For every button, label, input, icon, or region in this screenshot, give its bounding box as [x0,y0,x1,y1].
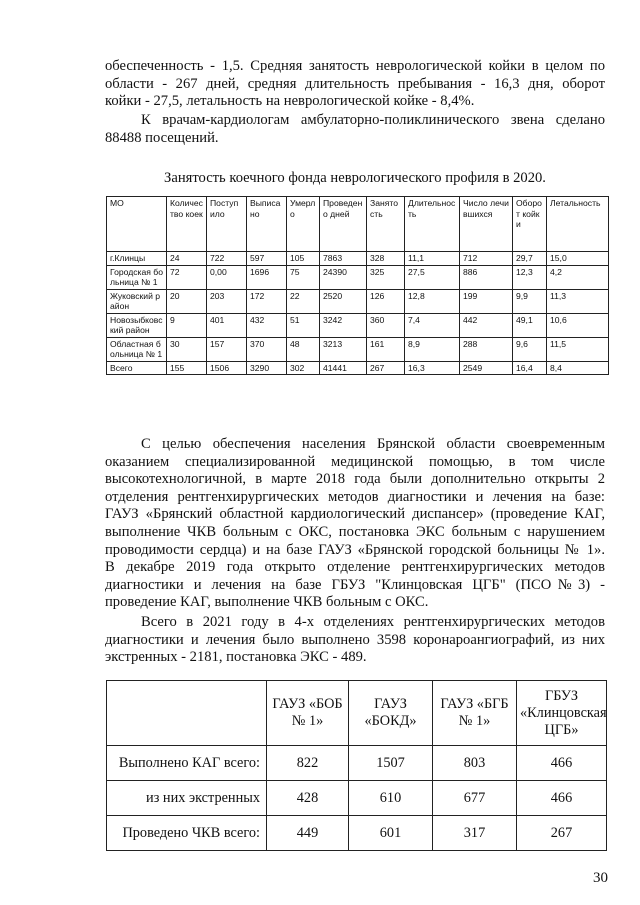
row-label-cell: Проведено ЧКВ всего: [107,816,267,851]
table-cell: 29,7 [513,252,547,266]
table-cell: 886 [460,265,513,289]
table-cell: 7863 [320,252,367,266]
table-cell: 317 [433,816,517,851]
table2-header: ГАУЗ «БОКД» [349,681,433,746]
table-cell: 161 [367,337,405,361]
table-cell: 27,5 [405,265,460,289]
table-cell: 48 [287,337,320,361]
table-cell: 601 [349,816,433,851]
row-label-cell: Новозыбковский район [107,313,167,337]
table-cell: 126 [367,289,405,313]
table1-header: Длительность [405,197,460,252]
table-cell: 466 [517,781,607,816]
table-cell: 9 [167,313,207,337]
table-cell: 51 [287,313,320,337]
table1-header: Летальность [547,197,609,252]
table1-header: Проведено дней [320,197,367,252]
row-label-cell: Областная больница № 1 [107,337,167,361]
table-cell: 3290 [247,361,287,375]
table-cell: 12,8 [405,289,460,313]
table-cell: 360 [367,313,405,337]
row-label-cell: г.Клинцы [107,252,167,266]
table-cell: 9,9 [513,289,547,313]
table-cell: 8,4 [547,361,609,375]
text-line: оказанием специализированной медицинской помощью, в том числе [105,453,605,470]
table-row [107,816,607,851]
table1-header: Поступило [207,197,247,252]
table-cell: 803 [433,746,517,781]
text-line: проводимости сердца) и на базе ГАУЗ «Брянской городской больницы № 1». [105,541,605,558]
table-cell: 15,0 [547,252,609,266]
table-row [107,252,609,266]
table-cell: 7,4 [405,313,460,337]
table-cell: 22 [287,289,320,313]
table-cell: 288 [460,337,513,361]
table1-header: Умерло [287,197,320,252]
table1-header: Оборот койки [513,197,547,252]
table-cell: 49,1 [513,313,547,337]
text-line: области - 267 дней, средняя длительность пребывания - 16,3 дня, оборот [105,75,605,92]
table-cell: 442 [460,313,513,337]
table-cell: 0,00 [207,265,247,289]
text-line: В декабре 2019 года открыто отделение рентгенхирургических методов [105,559,605,576]
table-cell: 3242 [320,313,367,337]
text-line: отделения рентгенхирургических методов диагностики и лечения на базе: [105,488,605,505]
row-label-cell: Жуковский район [107,289,167,313]
table-cell: 302 [287,361,320,375]
table-row [107,289,609,313]
table-cell: 428 [267,781,349,816]
table-cell: 105 [287,252,320,266]
text-line: ГАУЗ «Брянский областной кардиологический диспансер» (проведение КАГ, [105,506,605,523]
table-row [107,361,609,375]
text-line: выполнение ЧКВ больным с ОКС, постановка ЭКС больным с нарушением [105,523,605,540]
table-row [107,746,607,781]
table-cell: 370 [247,337,287,361]
table-row [107,781,607,816]
row-label-cell: Городская больница № 1 [107,265,167,289]
table-cell: 9,6 [513,337,547,361]
table-cell: 597 [247,252,287,266]
text-line: диагностики и лечения на базе ГБУЗ "Клинцовская ЦГБ" (ПСО№3) - [105,576,605,593]
table-cell: 11,1 [405,252,460,266]
paragraph-cardiologists [105,112,605,147]
table-cell: 24 [167,252,207,266]
page-number: 30 [593,870,608,886]
table-cell: 8,9 [405,337,460,361]
paragraph-neuro-stats [105,58,605,111]
table1-header: Выписано [247,197,287,252]
table-cell: 41441 [320,361,367,375]
table-cell: 1507 [349,746,433,781]
table2-header: ГАУЗ «БОБ № 1» [267,681,349,746]
table-cell: 677 [433,781,517,816]
table-cell: 20 [167,289,207,313]
table2-header: ГАУЗ «БГБ № 1» [433,681,517,746]
table-cell: 1506 [207,361,247,375]
table-cell: 328 [367,252,405,266]
table-cell: 30 [167,337,207,361]
table-cell: 11,3 [547,289,609,313]
text-line: высокотехнологичной, в марте 2018 года были дополнительно открыты 2 [105,471,605,488]
text-line: С целью обеспечения населения Брянской области своевременным [141,436,605,452]
table-row [107,265,609,289]
table-cell: 2520 [320,289,367,313]
table-row [107,337,609,361]
table-cell: 24390 [320,265,367,289]
table-cell: 10,6 [547,313,609,337]
text-line: диагностики и лечения было выполнено 3598 коронароангиографий, из них [105,631,605,648]
table-cell: 4,2 [547,265,609,289]
table1-caption: Занятость коечного фонда неврологического профиля в 2020. [164,170,546,186]
table1-header-row [107,197,609,252]
table-cell: 2549 [460,361,513,375]
table-cell: 16,3 [405,361,460,375]
table-cell: 822 [267,746,349,781]
table1-header: МО [107,197,167,252]
table-cell: 1696 [247,265,287,289]
table-cell: 203 [207,289,247,313]
paragraph-2021-totals [105,614,605,667]
table-cell: 401 [207,313,247,337]
bed-occupancy-table [106,196,609,375]
table-cell: 466 [517,746,607,781]
table-cell: 449 [267,816,349,851]
table1-header: Занятость [367,197,405,252]
table2-header: ГБУЗ «Клинцовская ЦГБ» [517,681,607,746]
table-cell: 12,3 [513,265,547,289]
table-row [107,313,609,337]
table-cell: 75 [287,265,320,289]
table2-header-empty [107,681,267,746]
table2-header-row [107,681,607,746]
table-cell: 267 [367,361,405,375]
text-line: 88488 посещений. [105,129,219,146]
table-cell: 325 [367,265,405,289]
table1-header: Количество коек [167,197,207,252]
row-label-cell: Выполнено КАГ всего: [107,746,267,781]
table-cell: 172 [247,289,287,313]
table-cell: 16,4 [513,361,547,375]
paragraph-xray-surgery [105,436,605,612]
table-cell: 432 [247,313,287,337]
row-label-cell: из них экстренных [107,781,267,816]
table-cell: 610 [349,781,433,816]
table-cell: 155 [167,361,207,375]
text-line: проведение КАГ, выполнение ЧКВ больным с ОКС. [105,594,429,611]
text-line: экстренных - 2181, постановка ЭКС - 489. [105,649,367,666]
table-cell: 3213 [320,337,367,361]
table-cell: 267 [517,816,607,851]
procedures-table [106,680,607,851]
table-cell: 199 [460,289,513,313]
table-cell: 712 [460,252,513,266]
text-line: Всего в 2021 году в 4-х отделениях рентгенхирургических методов [141,614,605,630]
text-line: обеспеченность - 1,5. Средняя занятость неврологической койки в целом по [105,58,605,74]
table-cell: 72 [167,265,207,289]
table1-header: Число лечившихся [460,197,513,252]
row-label-cell: Всего [107,361,167,375]
text-line: койки - 27,5, летальность на неврологической койке - 8,4%. [105,93,475,110]
text-line: К врачам-кардиологам амбулаторно-поликлинического звена сделано [141,112,605,128]
table-cell: 157 [207,337,247,361]
table-cell: 722 [207,252,247,266]
table-cell: 11,5 [547,337,609,361]
